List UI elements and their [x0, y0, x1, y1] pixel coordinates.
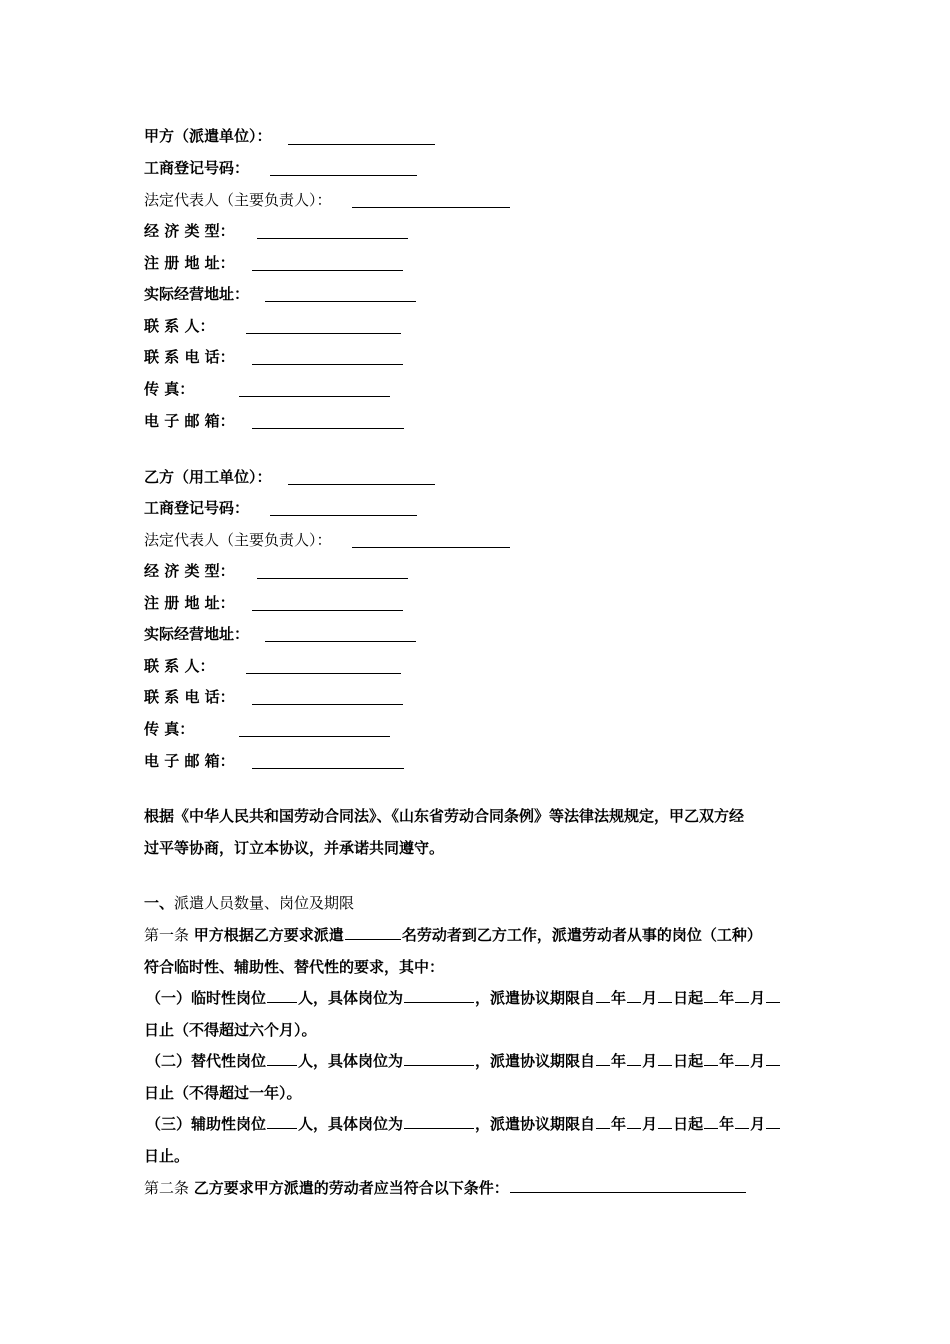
article-1-text-a: 甲方根据乙方要求派遣	[193, 926, 344, 944]
item-2-start-month-blank	[627, 1049, 641, 1066]
party-a-legal-rep-blank	[352, 207, 510, 208]
article-1-line-1	[144, 923, 762, 947]
item-1-text-b: 人，具体岗位为	[298, 989, 404, 1007]
article-2-text: 乙方要求甲方派遣的劳动者应当符合以下条件：	[193, 1179, 509, 1197]
article-2-conditions-blank	[510, 1176, 746, 1193]
item-1-end-month-blank	[735, 986, 749, 1003]
article-1-label: 第一条	[144, 926, 190, 944]
item-2-end-month-blank	[735, 1049, 749, 1066]
item-3-start-year-blank	[596, 1112, 610, 1129]
item-3-year-2: 年	[719, 1115, 735, 1133]
party-b-reg-no-blank	[270, 515, 417, 516]
party-a-reg-no-blank	[270, 175, 417, 176]
item-3-start-month-blank	[627, 1112, 641, 1129]
party-b-fax-label: 传 真：	[144, 720, 195, 738]
party-b-econ-type-label: 经 济 类 型：	[144, 562, 235, 580]
section-1-title: 派遣人员数量、岗位及期限	[174, 894, 355, 912]
article-1-text-b: 名劳动者到乙方工作，派遣劳动者从事的岗位（工种）	[401, 926, 762, 944]
item-3-post-blank	[404, 1112, 474, 1129]
party-b-fax-blank	[239, 736, 390, 737]
party-a-econ-type-label: 经 济 类 型：	[144, 222, 235, 240]
item-2-line	[146, 1049, 781, 1073]
section-1-number: 一、	[144, 894, 175, 912]
party-b-econ-type-blank	[257, 578, 408, 579]
item-2-start-year-blank	[596, 1049, 610, 1066]
item-3-count-blank	[267, 1112, 297, 1129]
party-a-reg-addr-label: 注 册 地 址：	[144, 254, 235, 272]
item-1-month-1: 月	[642, 989, 658, 1007]
party-a-contact-label: 联 系 人：	[144, 317, 215, 335]
item-1-line	[146, 986, 781, 1010]
item-1-end-day-blank	[766, 986, 780, 1003]
item-1-count-blank	[267, 986, 297, 1003]
item-1-end: 日止（不得超过六个月）。	[144, 1021, 317, 1039]
item-3-year-1: 年	[611, 1115, 627, 1133]
party-a-legal-rep-label: 法定代表人（主要负责人）：	[144, 191, 332, 209]
item-1-start-month-blank	[627, 986, 641, 1003]
party-a-fax-label: 传 真：	[144, 380, 195, 398]
party-b-title: 乙方（用工单位）：	[144, 468, 272, 486]
item-1-label: （一）临时性岗位	[146, 989, 267, 1007]
intro-line-1: 根据《中华人民共和国劳动合同法》、《山东省劳动合同条例》等法律法规规定，甲乙双方经	[144, 807, 745, 825]
article-2-label: 第二条	[144, 1179, 190, 1197]
item-3-label: （三）辅助性岗位	[146, 1115, 267, 1133]
item-2-end-day-blank	[766, 1049, 780, 1066]
item-2-count-blank	[267, 1049, 297, 1066]
party-a-email-blank	[252, 428, 404, 429]
item-1-day-from: 日起	[673, 989, 704, 1007]
party-a-email-label: 电 子 邮 箱：	[144, 412, 235, 430]
party-a-phone-label: 联 系 电 话：	[144, 348, 235, 366]
intro-line-2: 过平等协商，订立本协议，并承诺共同遵守。	[144, 839, 445, 857]
item-1-month-2: 月	[750, 989, 766, 1007]
item-3-end: 日止。	[144, 1147, 190, 1165]
article-1-line-2: 符合临时性、辅助性、替代性的要求，其中：	[144, 958, 445, 976]
party-a-fax-blank	[239, 396, 390, 397]
item-3-end-day-blank	[766, 1112, 780, 1129]
party-a-econ-type-blank	[257, 238, 408, 239]
party-b-reg-addr-label: 注 册 地 址：	[144, 594, 235, 612]
item-2-end-year-blank	[704, 1049, 718, 1066]
section-1-heading	[144, 891, 354, 915]
party-b-legal-rep-label: 法定代表人（主要负责人）：	[144, 531, 332, 549]
item-2-year-1: 年	[611, 1052, 627, 1070]
party-b-email-label: 电 子 邮 箱：	[144, 752, 235, 770]
party-b-legal-rep-blank	[352, 547, 510, 548]
party-a-reg-no-label: 工商登记号码：	[144, 159, 250, 177]
item-1-start-year-blank	[596, 986, 610, 1003]
party-b-reg-no-label: 工商登记号码：	[144, 499, 250, 517]
item-2-year-2: 年	[719, 1052, 735, 1070]
item-3-end-year-blank	[704, 1112, 718, 1129]
party-a-actual-addr-blank	[265, 301, 416, 302]
item-1-end-year-blank	[704, 986, 718, 1003]
party-a-reg-addr-blank	[252, 270, 403, 271]
item-2-end: 日止（不得超过一年）。	[144, 1084, 302, 1102]
item-1-post-blank	[404, 986, 474, 1003]
party-b-phone-blank	[252, 704, 403, 705]
party-b-email-blank	[252, 768, 404, 769]
item-1-text-c: ，派遣协议期限自	[475, 989, 596, 1007]
item-3-end-month-blank	[735, 1112, 749, 1129]
party-b-phone-label: 联 系 电 话：	[144, 688, 235, 706]
article-2-line	[144, 1176, 747, 1200]
item-3-month-1: 月	[642, 1115, 658, 1133]
party-a-phone-blank	[252, 364, 403, 365]
item-2-start-day-blank	[658, 1049, 672, 1066]
item-2-text-b: 人，具体岗位为	[298, 1052, 404, 1070]
party-a-title: 甲方（派遣单位）：	[144, 127, 272, 145]
item-3-text-c: ，派遣协议期限自	[475, 1115, 596, 1133]
party-a-name-blank	[288, 144, 435, 145]
party-b-contact-label: 联 系 人：	[144, 657, 215, 675]
item-1-start-day-blank	[658, 986, 672, 1003]
dispatch-count-blank	[345, 923, 401, 940]
item-2-day-from: 日起	[673, 1052, 704, 1070]
item-2-post-blank	[404, 1049, 474, 1066]
item-3-text-b: 人，具体岗位为	[298, 1115, 404, 1133]
party-b-name-blank	[288, 484, 435, 485]
party-a-actual-addr-label: 实际经营地址：	[144, 285, 250, 303]
party-a-contact-blank	[246, 333, 401, 334]
party-b-actual-addr-blank	[265, 641, 416, 642]
item-2-label: （二）替代性岗位	[146, 1052, 267, 1070]
party-b-reg-addr-blank	[252, 610, 403, 611]
party-b-contact-blank	[246, 673, 401, 674]
item-3-start-day-blank	[658, 1112, 672, 1129]
item-3-month-2: 月	[750, 1115, 766, 1133]
item-3-line	[146, 1112, 781, 1136]
item-2-month-1: 月	[642, 1052, 658, 1070]
item-1-year-1: 年	[611, 989, 627, 1007]
item-2-text-c: ，派遣协议期限自	[475, 1052, 596, 1070]
item-2-month-2: 月	[750, 1052, 766, 1070]
item-1-year-2: 年	[719, 989, 735, 1007]
item-3-day-from: 日起	[673, 1115, 704, 1133]
party-b-actual-addr-label: 实际经营地址：	[144, 625, 250, 643]
